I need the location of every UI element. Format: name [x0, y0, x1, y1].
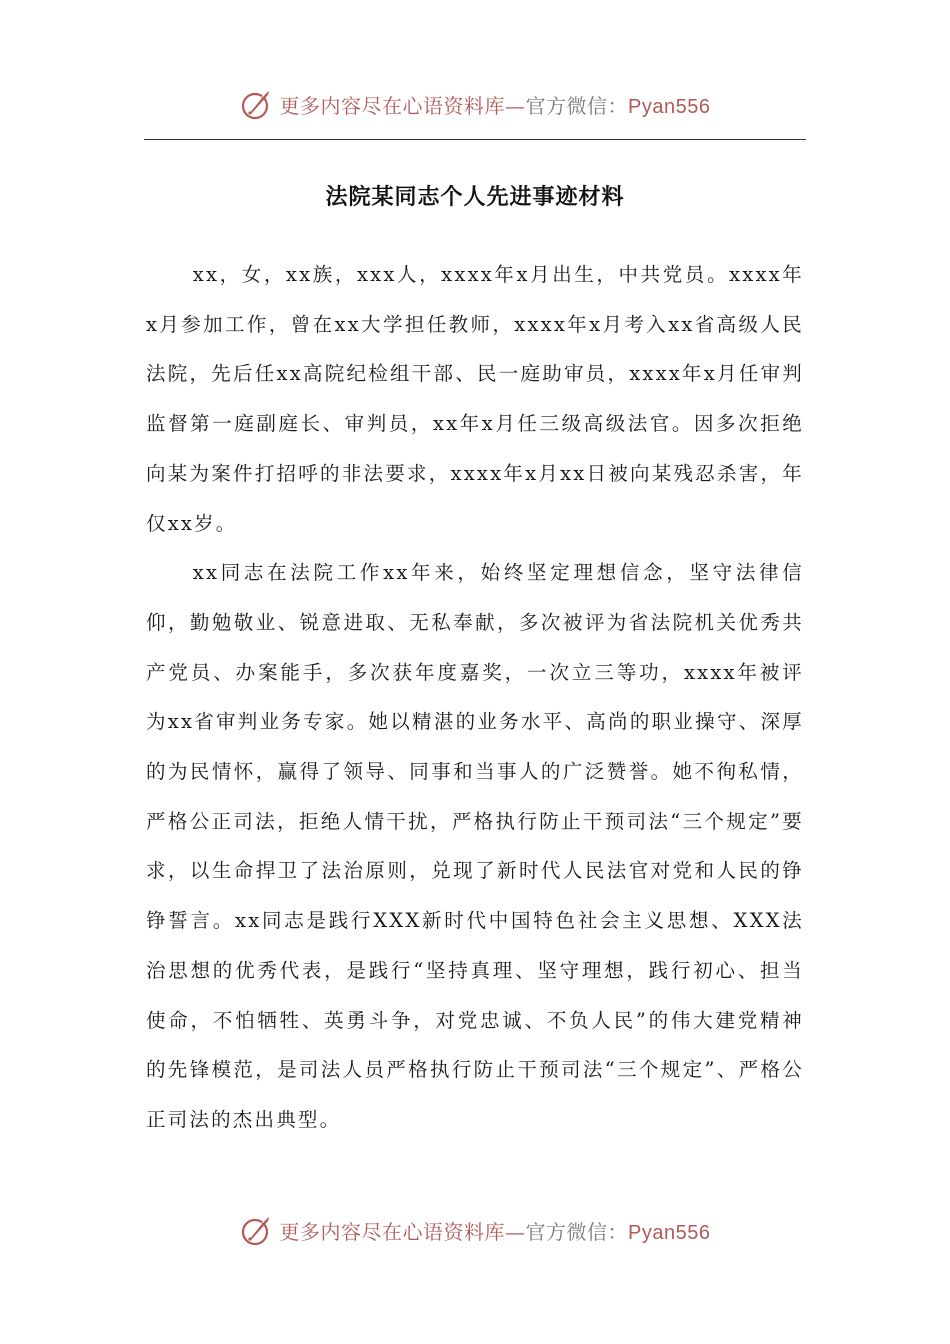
- header-banner: [0, 84, 950, 124]
- header-wechat-id: Pyan556: [628, 95, 711, 118]
- footer-wechat-label: 官方微信：: [525, 1219, 629, 1244]
- footer-banner: [0, 1210, 950, 1250]
- footer-banner-content: [240, 1213, 711, 1247]
- quill-pen-circle-icon: [240, 87, 274, 121]
- header-banner-content: [240, 87, 711, 121]
- paragraph-2: xx同志在法院工作xx年来，始终坚定理想信念，坚守法律信仰，勤勉敬业、锐意进取、无私奉献，多次被评为省法院机关优秀共产党员、办案能手，多次获年度嘉奖，一次立三等功，xxxx年被评为xx省审判业务专家。她以精湛的业务水平、高尚的职业操守、深厚的为民情怀，赢得了领导、同事和当事人的广泛赞誉。她不徇私情，严格公正司法，拒绝人情干扰，严格执行防止干预司法“三个规定”要求，以生命捍卫了法治原则，兑现了新时代人民法官对党和人民的铮铮誓言。xx同志是践行XXX新时代中国特色社会主义思想、XXX法治思想的优秀代表，是践行“坚持真理、坚守理想，践行初心、担当使命，不怕牺牲、英勇斗争，对党忠诚、不负人民”的伟大建党精神的先锋模范，是司法人员严格执行防止干预司法“三个规定”、严格公正司法的杰出典型。: [146, 561, 804, 1131]
- footer-brand-text: 更多内容尽在心语资料库—: [279, 1219, 526, 1244]
- footer-wechat-id: Pyan556: [628, 1221, 711, 1244]
- document-title: 法院某同志个人先进事迹材料: [325, 185, 625, 210]
- header-divider: [144, 139, 806, 140]
- paragraph-1: xx，女，xx族，xxx人，xxxx年x月出生，中共党员。xxxx年x月参加工作，曾在xx大学担任教师，xxxx年x月考入xx省高级人民法院，先后任xx高院纪检组干部、民一庭助审员，xxxx年x月任审判监督第一庭副庭长、审判员，xx年x月任三级高级法官。因多次拒绝向某为案件打招呼的非法要求，xxxx年x月xx日被向某残忍杀害，年仅xx岁。: [146, 263, 804, 535]
- footer-banner-text: [280, 1216, 711, 1245]
- header-banner-text: [280, 90, 711, 119]
- quill-pen-circle-icon: [240, 1213, 274, 1247]
- document-body: [146, 250, 804, 1145]
- header-brand-text: 更多内容尽在心语资料库—: [279, 93, 526, 118]
- header-wechat-label: 官方微信：: [525, 93, 629, 118]
